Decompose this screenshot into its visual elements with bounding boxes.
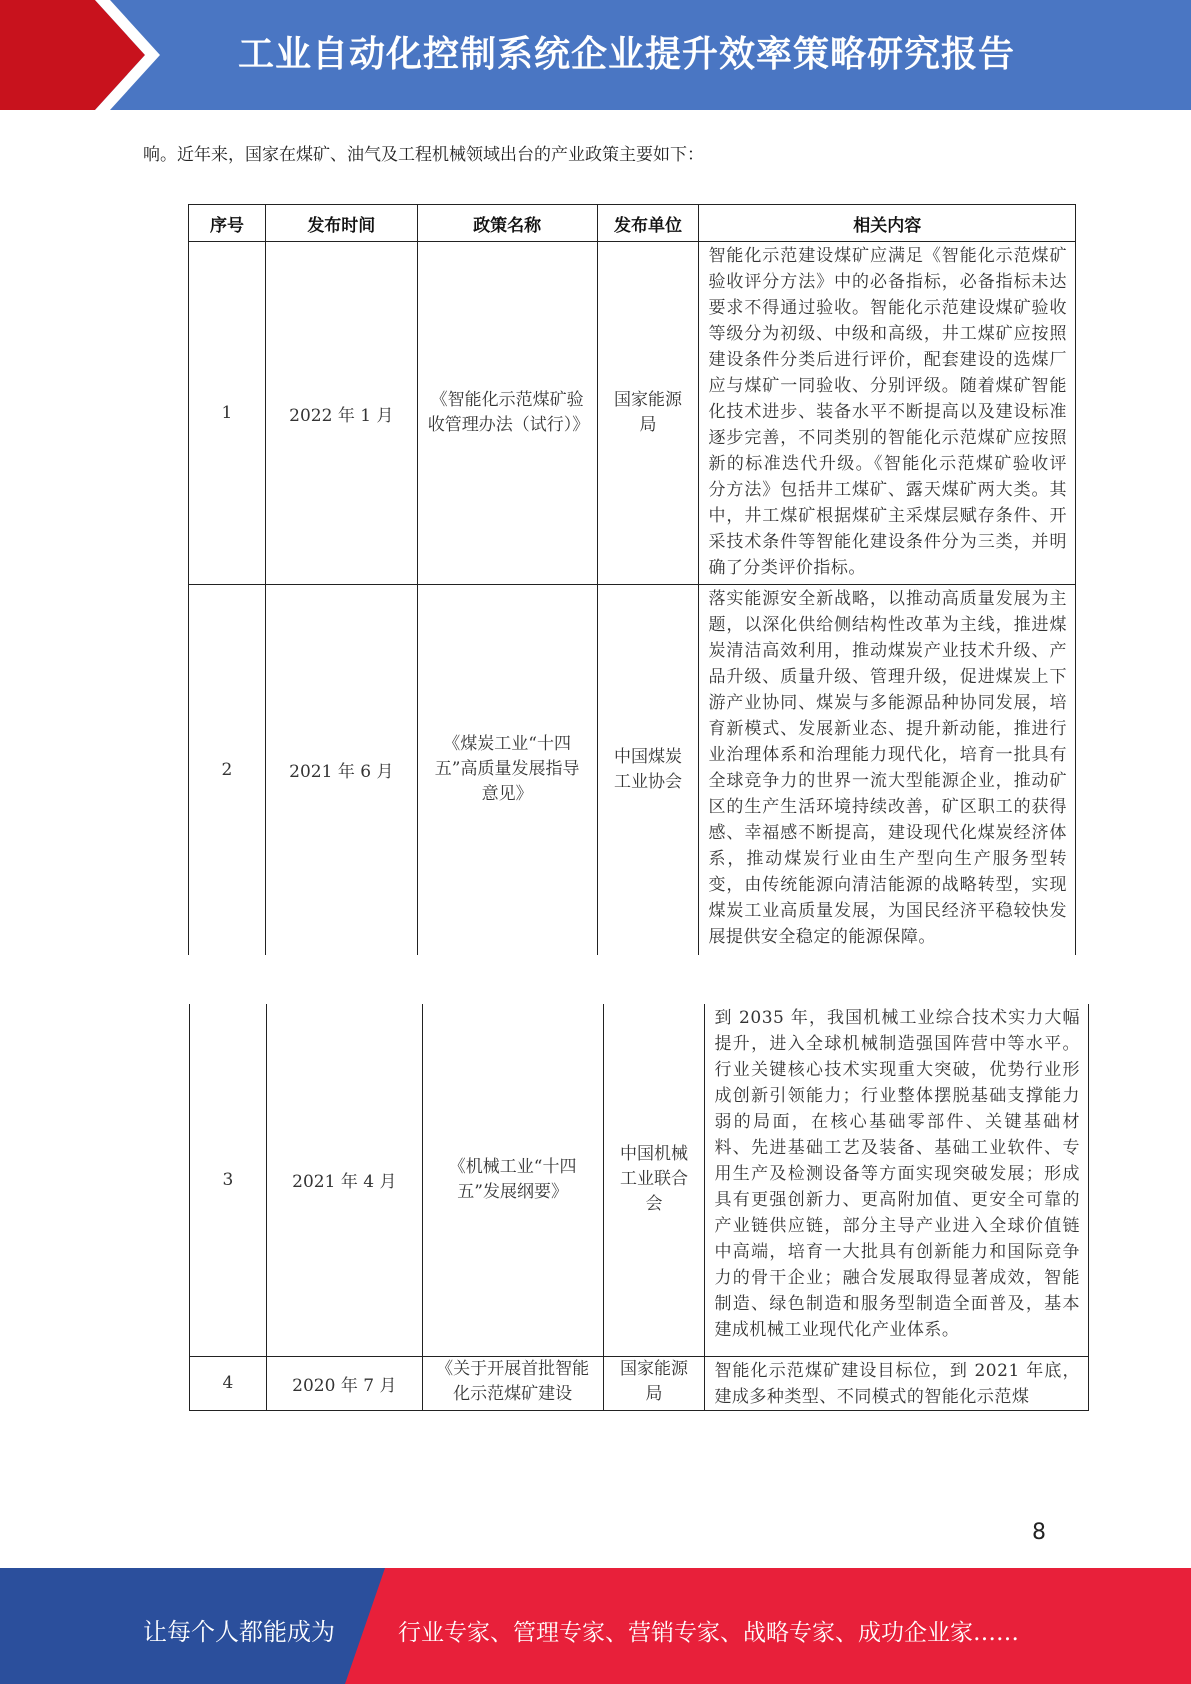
header-content: 相关内容 (699, 205, 1076, 242)
policy-table-part-1 (188, 204, 1076, 955)
header-index: 序号 (189, 205, 266, 242)
row-content: 智能化示范建设煤矿应满足《智能化示范煤矿验收评分方法》中的必备指标，必备指标未达要求不得通过验收。智能化示范建设煤矿验收等级分为初级、中级和高级，井工煤矿应按照建设条件分类后进行评价，配套建设的选煤厂应与煤矿一同验收、分别评级。随着煤矿智能化技术进步、装备水平不断提高以及建设标准逐步完善，不同类别的智能化示范煤矿应按照新的标准迭代升级。《智能化示范煤矿验收评分方法》包括井工煤矿、露天煤矿两大类。其中，井工煤矿根据煤矿主采煤层赋存条件、开采技术条件等智能化建设条件分为三类，并明确了分类评价指标。 (699, 242, 1076, 585)
row-index: 4 (190, 1356, 267, 1410)
header-date: 发布时间 (265, 205, 417, 242)
footer-banner (0, 1568, 1191, 1684)
row-policy-name: 《机械工业“十四五”发展纲要》 (422, 1004, 603, 1356)
table-row (190, 1004, 1089, 1356)
page-number: 8 (1032, 1520, 1046, 1545)
intro-paragraph: 响。近年来，国家在煤矿、油气及工程机械领域出台的产业政策主要如下： (143, 145, 704, 165)
header-issuer: 发布单位 (597, 205, 699, 242)
row-content: 智能化示范煤矿建设目标位，到 2021 年底，建成多种类型、不同模式的智能化示范煤 (705, 1356, 1089, 1410)
row-date: 2021 年 4 月 (266, 1004, 422, 1356)
row-date: 2020 年 7 月 (266, 1356, 422, 1410)
table-row (190, 1356, 1089, 1410)
row-content: 落实能源安全新战略，以推动高质量发展为主题，以深化供给侧结构性改革为主线，推进煤炭清洁高效利用，推动煤炭产业技术升级、产品升级、质量升级、管理升级，促进煤炭上下游产业协同、煤炭与多能源品种协同发展，培育新模式、发展新业态、提升新动能，推进行业治理体系和治理能力现代化，培育一批具有全球竞争力的世界一流大型能源企业，推动矿区的生产生活环境持续改善，矿区职工的获得感、幸福感不断提高，建设现代化煤炭经济体系，推动煤炭行业由生产型向生产服务型转变，由传统能源向清洁能源的战略转型，实现煤炭工业高质量发展，为国民经济平稳较快发展提供安全稳定的能源保障。 (699, 585, 1076, 955)
report-title: 工业自动化控制系统企业提升效率策略研究报告 (238, 34, 1016, 75)
row-policy-name: 《智能化示范煤矿验收管理办法（试行）》 (417, 242, 597, 585)
row-issuer: 中国机械工业联合会 (603, 1004, 705, 1356)
row-policy-name: 《关于开展首批智能化示范煤矿建设 (422, 1356, 603, 1410)
row-content: 到 2035 年，我国机械工业综合技术实力大幅提升，进入全球机械制造强国阵营中等水平。行业关键核心技术实现重大突破，优势行业形成创新引领能力；行业整体摆脱基础支撑能力弱的局面，在核心基础零部件、关键基础材料、先进基础工艺及装备、基础工业软件、专用生产及检测设备等方面实现突破发展；形成具有更强创新力、更高附加值、更安全可靠的产业链供应链，部分主导产业进入全球价值链中高端，培育一大批具有创新能力和国际竞争力的骨干企业；融合发展取得显著成效，智能制造、绿色制造和服务型制造全面普及，基本建成机械工业现代化产业体系。 (705, 1004, 1089, 1356)
footer-slogan-right: 行业专家、管理专家、营销专家、战略专家、成功企业家…… (398, 1620, 1019, 1646)
row-issuer: 国家能源局 (603, 1356, 705, 1410)
row-index: 1 (189, 242, 266, 585)
table-row (189, 242, 1076, 585)
row-date: 2021 年 6 月 (265, 585, 417, 955)
footer-slogan-left: 让每个人都能成为 (143, 1618, 335, 1646)
policy-table-part-2 (189, 1004, 1089, 1411)
row-date: 2022 年 1 月 (265, 242, 417, 585)
row-index: 3 (190, 1004, 267, 1356)
table-row (189, 585, 1076, 955)
row-issuer: 中国煤炭工业协会 (597, 585, 699, 955)
header-policy-name: 政策名称 (417, 205, 597, 242)
row-index: 2 (189, 585, 266, 955)
row-policy-name: 《煤炭工业“十四五”高质量发展指导意见》 (417, 585, 597, 955)
header-banner (0, 0, 1191, 110)
table-header-row (189, 205, 1076, 242)
row-issuer: 国家能源局 (597, 242, 699, 585)
